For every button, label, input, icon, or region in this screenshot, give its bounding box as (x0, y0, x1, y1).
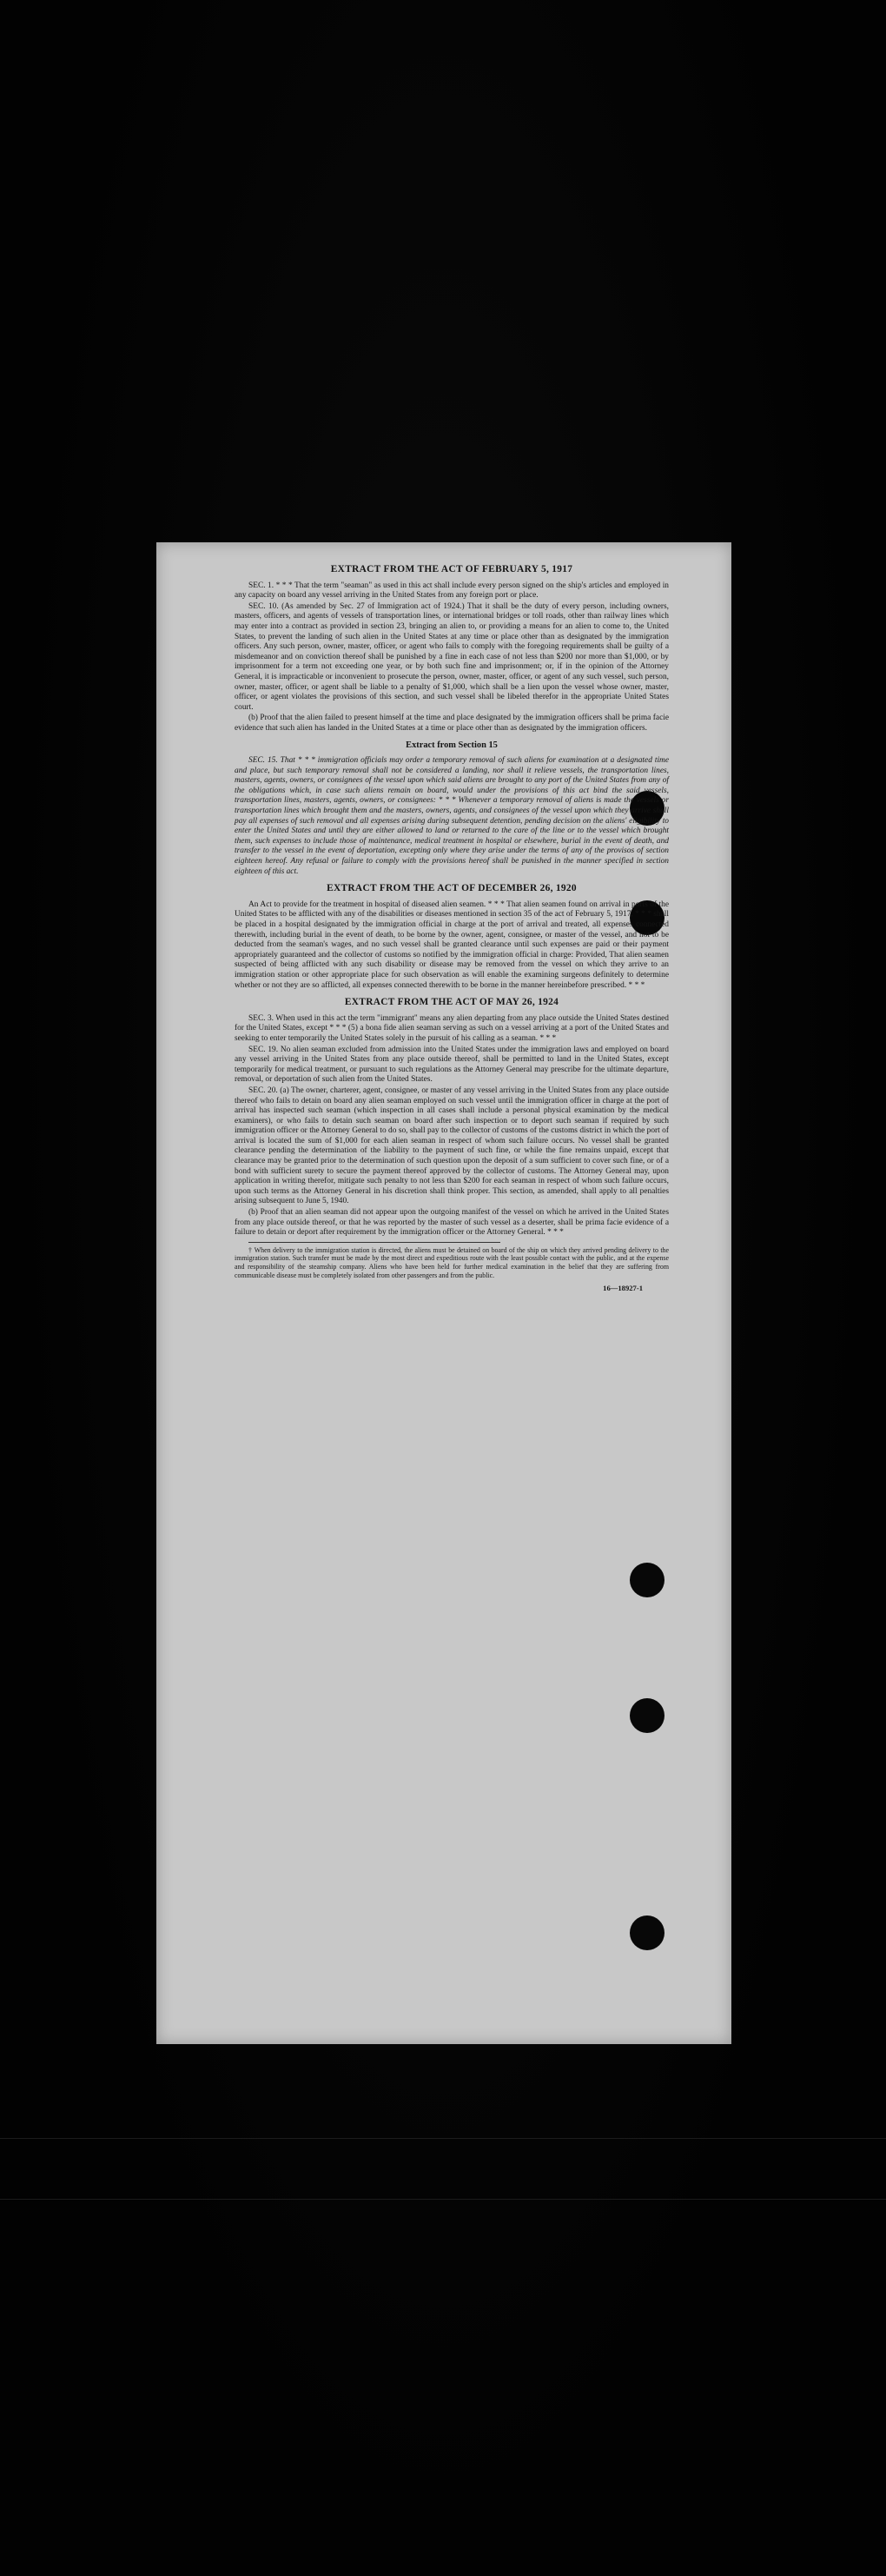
paragraph: An Act to provide for the treatment in hospital of diseased alien seamen. * * * That alien seamen found on arrival in ports of the United States to be afflicted with any of the disabilities or diseases mentioned in section 35 of the act of February 5, 1917, * * * shall be placed in a hospital designated by the immigration official in charge at the port of arrival and treated, all expenses connected therewith, including burial in the event of death, to be borne by the owner, agent, consignee, or master of the vessel, and not to be deducted from the seaman's wages, and no such vessel shall be granted clearance until such expenses are paid or their payment appropriately guaranteed and the collector of customs so notified by the immigration official in charge: Provided, That alien seamen suspected of being afflicted with any such disability or disease may be removed from the vessel on which they arrive to an immigration station or other appropriate place for such observation as will enable the examining surgeons definitely to determine whether or not they are so afflicted, all expenses connected therewith to be borne in the manner hereinbefore prescribed. * * * (235, 900, 669, 990)
paragraph: (b) Proof that an alien seaman did not appear upon the outgoing manifest of the vessel on which he arrived in the United States from any place outside thereof, or that he was reported by the master of such vessel as a deserter, shall be prima facie evidence of a failure to detain or deport after requirement by the immigration officer or the Attorney General. * * * (235, 1208, 669, 1238)
section-heading: EXTRACT FROM THE ACT OF FEBRUARY 5, 1917 (330, 564, 573, 574)
punch-hole (630, 1915, 664, 1950)
form-code: 16—18927-1 (603, 1284, 643, 1293)
paragraph: SEC. 3. When used in this act the term "immigrant" means any alien departing from any place outside the United States destined for the United States, except * * * (5) a bona fide alien seaman serving as such on a vessel arriving at a port of the United States and seeking to enter temporarily the United States solely in the pursuit of his calling as a seaman. * * * (235, 1013, 669, 1043)
paragraph: SEC. 1. * * * That the term "seaman" as used in this act shall include every person signed on the ship's articles and employed in any capacity on board any vessel arriving in the United States from any foreign port or place. (235, 581, 669, 601)
film-scratch (0, 2138, 886, 2139)
punch-hole (630, 1563, 664, 1597)
section-heading: EXTRACT FROM THE ACT OF MAY 26, 1924 (344, 997, 559, 1008)
paragraph: SEC. 19. No alien seaman excluded from admission into the United States under the immigration laws and employed on board any vessel arriving in the United States from any place outside thereof, shall be permitted to land in the United States, except temporarily for medical treatment, or pursuant to such regulations as the Attorney General may prescribe for the ultimate departure, removal, or deportation of such alien from the United States. (235, 1045, 669, 1085)
subsection-heading: Extract from Section 15 (406, 740, 498, 750)
footnote-divider (248, 1242, 500, 1243)
paragraph: (b) Proof that the alien failed to present himself at the time and place designated by the immigration officers shall be prima facie evidence that such alien has landed in the United States at a time or place other than as designated by the immigration officers. (235, 714, 669, 733)
punch-hole (630, 1698, 664, 1733)
document-page (156, 542, 731, 2044)
paragraph: SEC. 10. (As amended by Sec. 27 of Immigration act of 1924.) That it shall be the duty of every person, including owners, masters, officers, and agents of vessels of transportation lines, or international bridges or toll roads, other than railway lines which may enter into a contract as provided in section 23, bringing an alien to, or providing a means for an alien to come to, the United States, to prevent the landing of such alien in the United States at any time or place other than as designated by the immigration officers. Any such person, owner, master, officer, or agent who fails to comply with the foregoing requirements shall be guilty of a misdemeanor and on conviction thereof shall be punished by a fine in each case of not less than $200 nor more than $1,000, or by imprisonment for a term not exceeding one year, or by both such fine and imprisonment; or, if in the opinion of the Attorney General, it is impracticable or inconvenient to prosecute the person, owner, master, officer, or agent of any such vessel, such person, owner, master, officer, or agent shall be liable to a penalty of $1,000, which shall be a lien upon the vessel whose owner, master, officer, or agent violates the provisions of this section, and such vessel shall be libeled therefor in the appropriate United States court. (235, 601, 669, 712)
paragraph: SEC. 20. (a) The owner, charterer, agent, consignee, or master of any vessel arriving in the United States from any place outside thereof who fails to detain on board any alien seaman employed on such vessel until the immigration officer in charge at the port of arrival has inspected such seaman (which inspection in all cases shall include a personal physical examination by the medical examiners), or who fails to detain such seaman on board after such inspection or to deport such seaman if required by such immigration officer or the Attorney General to do so, shall pay to the collector of customs of the customs district in which the port of arrival is located the sum of $1,000 for each alien seaman in respect of whom such failure occurs. No vessel shall be granted clearance pending the determination of the liability to the payment of such fine, or while the fine remains unpaid, except that clearance may be granted prior to the determination of such question upon the deposit of a sum sufficient to cover such fine, or of a bond with sufficient surety to secure the payment thereof approved by the collector of customs. The Attorney General may, upon application in writing therefor, mitigate such penalty to not less than $200 for each seaman in respect of whom such failure occurs, upon such terms as the Attorney General in his discretion shall think proper. This section, as amended, shall apply to all penalties arising subsequent to June 5, 1940. (235, 1086, 669, 1206)
paragraph: SEC. 15. That * * * immigration officials may order a temporary removal of such aliens for examination at a designated time and place, but such temporary removal shall not be considered a landing, nor shall it relieve vessels, the transportation lines, masters, agents, owners, or consignees of the vessel upon which said aliens are brought to any port of the United States from any of the obligations which, in case such aliens remain on board, would under the provisions of this act bind the said vessels, transportation lines, masters, agents, owners, or consignees: * * * Whenever a temporary removal of aliens is made the vessels or transportation lines which brought them and the masters, owners, agents, and consignees of the vessel upon which they arrive shall pay all expenses of such removal and all expenses arising during subsequent detention, pending decision on the aliens' eligibility to enter the United States and until they are either allowed to land or returned to the care of the line or to the vessel which brought them, such expenses to include those of maintenance, medical treatment in hospital or elsewhere, burial in the event of death, and transfer to the vessel in the event of deportation, excepting only where they arise under the terms of any of the provisos of section eighteen hereof. Any refusal or failure to comply with the provisions hereof shall be punished in the manner specified in section eighteen of this act. (235, 756, 669, 876)
document-text (235, 565, 669, 1294)
section-heading: EXTRACT FROM THE ACT OF DECEMBER 26, 1920 (327, 883, 577, 894)
footnote: † When delivery to the immigration station is directed, the aliens must be detained on board of the ship on which they arrived pending delivery to the immigration station. Such transfer must be made by the most direct and expeditious route with the least possible contact with the public, and at the expense and responsibility of the steamship company. Aliens who have been held for further medical examination in the belief that they are suffering from communicable disease must be completely isolated from other passengers and from the public. (235, 1245, 669, 1279)
film-scratch (0, 2199, 886, 2200)
